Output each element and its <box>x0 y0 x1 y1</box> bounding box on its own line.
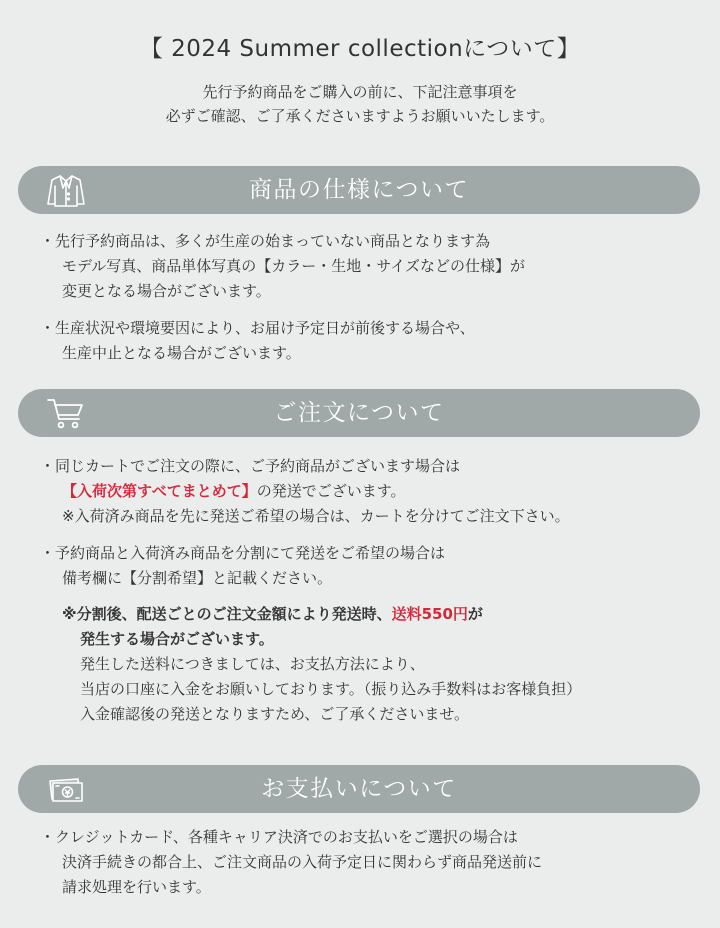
bullet-line: ・同じカートでご注文の際に、ご予約商品がございます場合は <box>40 457 461 475</box>
shipping-note <box>62 602 581 727</box>
bullet-line: ・生産状況や環境要因により、お届け予定日が前後する場合や、 <box>40 319 475 337</box>
note-line: 当店の口座に入金をお願いしております。（振り込み手数料はお客様負担） <box>80 680 582 698</box>
note-line: 入金確認後の発送となりますため、ご了承くださいませ。 <box>80 705 469 723</box>
bullet-line <box>40 479 570 504</box>
intro-text <box>0 80 720 128</box>
highlight-text: 【入荷次第すべてまとめて】 <box>62 482 257 500</box>
list-item <box>40 229 525 304</box>
section-title: お支払いについて <box>261 776 457 802</box>
list-item <box>40 825 542 900</box>
note-bold: ※分割後、配送ごとのご注文金額により発送時、 <box>62 605 392 623</box>
bullet-line: 生産中止となる場合がございます。 <box>62 344 301 362</box>
note-line: 発生した送料につきましては、お支払方法により、 <box>80 655 425 673</box>
intro-line: 先行予約商品をご購入の前に、下記注意事項を <box>202 83 518 101</box>
note-line <box>62 602 581 627</box>
list-item <box>40 316 475 366</box>
intro-line: 必ずご確認、ご了承くださいますようお願いいたします。 <box>165 107 555 125</box>
list-item <box>40 541 445 591</box>
bullet-line: モデル写真、商品単体写真の【カラー・生地・サイズなどの仕様】が <box>62 257 526 275</box>
highlight-text: 送料550円 <box>391 605 468 623</box>
section-title: 商品の仕様について <box>248 177 470 203</box>
note-line: 発生する場合がございます。 <box>80 630 274 648</box>
page-title: 【 2024 Summer collectionについて】 <box>139 36 581 62</box>
list-item <box>40 454 570 529</box>
section-header-payment <box>18 765 700 813</box>
bullet-line: ※入荷済み商品を先に発送ご希望の場合は、カートを分けてご注文下さい。 <box>62 507 570 525</box>
bullet-line: 変更となる場合がございます。 <box>62 282 271 300</box>
section-header-order <box>18 389 700 437</box>
bullet-line: ・クレジットカード、各種キャリア決済でのお支払いをご選択の場合は <box>40 828 518 846</box>
bullet-line: ・予約商品と入荷済み商品を分割にて発送をご希望の場合は <box>40 544 446 562</box>
bullet-line: 請求処理を行います。 <box>62 878 211 896</box>
bullet-line: 決済手続きの都合上、ご注文商品の入荷予定日に関わらず商品発送前に <box>62 853 543 871</box>
bullet-text: の発送でございます。 <box>256 482 406 500</box>
section-title: ご注文について <box>273 400 445 426</box>
bullet-line: ・先行予約商品は、多くが生産の始まっていない商品となります為 <box>40 232 491 250</box>
note-bold: が <box>467 605 483 623</box>
section-header-spec <box>18 166 700 214</box>
bullet-line: 備考欄に【分割希望】と記載ください。 <box>62 569 333 587</box>
